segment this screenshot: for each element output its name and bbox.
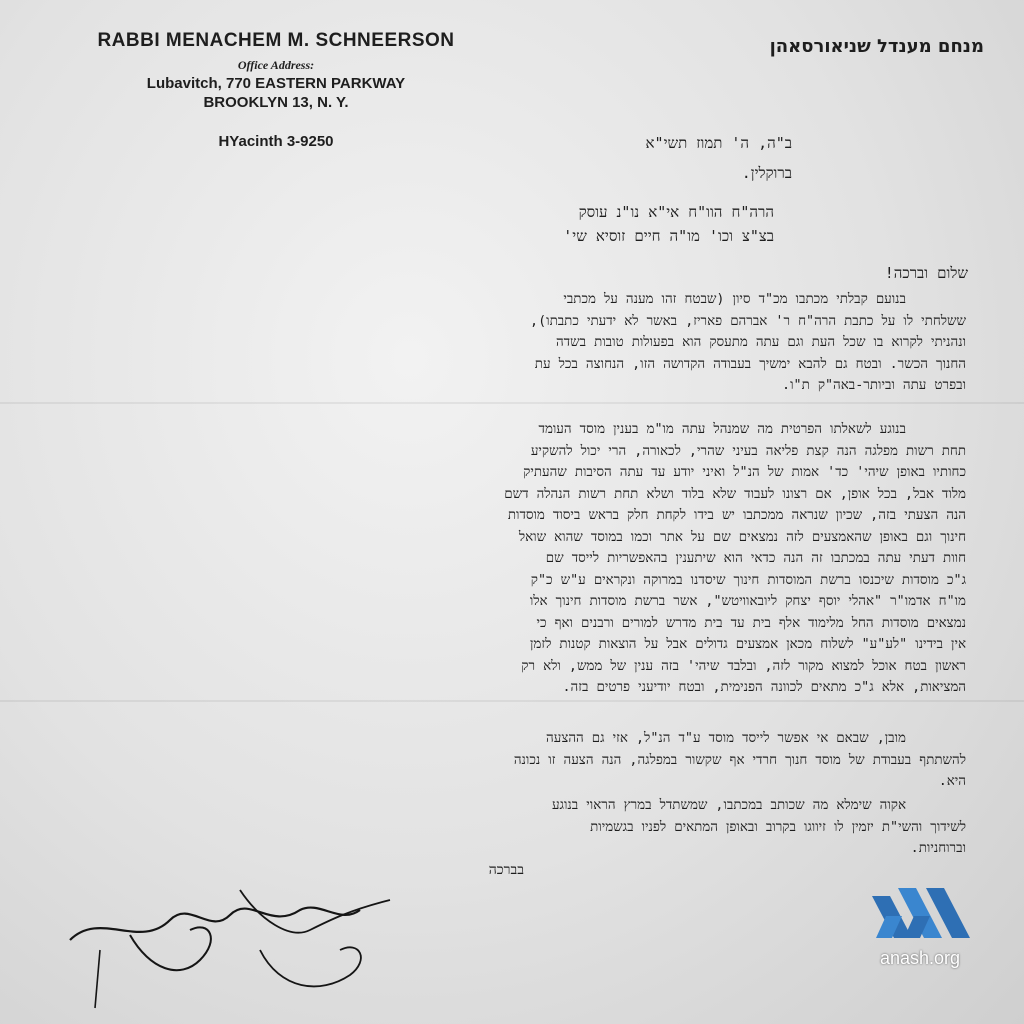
anash-site-label: anash.org [880,948,961,968]
text-line: ונהניתי לקרוא בו שכל העת וגם עתה מתעסק הוא בפעולות טובות בשדה [555,335,966,350]
text-line: אקוה שימלא מה שכותב במכתבו, שמשתדל במרץ הראוי בנוגע [551,798,906,813]
text-line: לשידוך והשי"ת יזמין לו זיווגו בקרוב ובאופן המתאים לפניו בגשמיות [590,819,966,835]
addressee-line-1: הרה"ח הוו"ח אי"א נו"נ עוסק [578,203,774,221]
text-line: תחת רשות מפלגה הנה קצת פליאה בעיני שהרי, לכאורה, הרי יכול להשקיע [530,443,966,459]
phone-number: HYacinth 3-9250 [218,133,334,150]
address-line-1: Lubavitch, 770 EASTERN PARKWAY [146,75,406,92]
letterhead-name: RABBI MENACHEM M. SCHNEERSON [97,30,455,51]
text-line: אין בידינו "לע"ע" לשלוח מכאן אמצעים גדולים אבל על הוצאות קטנות לזמן [530,637,966,652]
text-line: היא. [938,774,966,789]
text-line: וברוחניות. [910,841,966,856]
address-line-2: BROOKLYN 13, N. Y. [203,94,349,111]
handwritten-signature [60,880,480,1010]
text-line: החנוך הכשר. ובטח גם להבא ימשיך בעבודה הקדושה הזו, הנחוצה בכל עת [534,356,966,372]
text-line: מלוד אבל, בכל אופן, אם רצונו לעבוד שלא בלוד ושלא תחת רשות הנהלה דשם [504,486,966,502]
closing-blessing: בברכה [488,862,524,878]
text-line: בנוגע לשאלתו הפרטית מה שמנהל עתה מו"מ בענין מוסד העומד [538,422,906,437]
text-line: ג"כ מוסדות שיכנסו ברשת המוסדות חינוך שיסדנו במרוקה ונקראים ע"ש כ"ק [530,572,966,588]
addressee-line-2: בצ"צ וכו' מו"ה חיים זוסיא שי' [563,227,774,245]
hebrew-letterhead-name: מנחם מענדל שניאורסאהן [769,36,984,57]
text-line: בנועם קבלתי מכתבו מכ"ד סיון (שבטח זהו מענה על מכתבי [563,292,906,307]
text-line: נמצאים מוסדות החל מלימוד אלף בית עד בית מדרש למורים ורבנים ואף כי [536,615,966,631]
text-line: חינוך וגם באופן שהאמצעים לזה נמצאים שם על אתר וכמו במוסד שהוא שואל [518,529,966,545]
text-line: ובפרט עתה וביותר-באה"ק ת"ו. [782,378,966,393]
letter-place: ברוקלין. [741,164,792,182]
text-line: חוות דעתי עתה במכתבו זה הנה כדאי הוא שיתענין בהאפשריות לייסד שם [545,551,966,566]
paragraph-2 [56,419,966,699]
paragraph-1 [56,289,966,397]
text-line: מובן, שבאם אי אפשר לייסד מוסד ע"ד הנ"ל, אזי גם ההצעה [546,731,906,746]
text-line: המציאות, אלא ג"כ מתאים לכוונה הפנימית, ובטח יודיעני פרטים בזה. [562,680,966,695]
text-line: כחותיו באופן שיהי' כד' אמות של הנ"ל ואיני יודע עד עתה הסיבות שהעתיק [523,465,966,480]
greeting: שלום וברכה! [884,264,968,282]
text-line: מו"ח אדמו"ר "אהלי יוסף יצחק ליובאוויטש", אשר ברשת מוסדות חינוך אלו [529,594,966,609]
letter-date: ב"ה, ה' תמוז תשי"א [645,134,792,152]
paper-crease [0,700,1024,702]
text-line: ששלחתי לו על כתבת הרה"ח ר' אברהם פאריז, באשר לא ידעתי כתבתו), [530,313,966,329]
paragraph-3 [56,728,966,793]
office-address-label: Office Address: [237,58,315,72]
text-line: ראשון בטח אוכל למצוא מקור לזה, ובלבד שיהי' בזה ענין של ממש, ולא רק [521,658,966,674]
text-line: הנה הצעתי בזה, שכיון שנראה ממכתבו יש בידו לקחת חלק בראש ביסוד מוסדות [507,508,966,523]
letterhead [96,30,456,150]
paper-crease [0,402,1024,404]
paragraph-4 [56,795,966,860]
text-line: להשתתף בעבודת של מוסד חנוך חרדי אף שקשור במפלגה, הנה הצעה זו נכונה [513,752,966,768]
